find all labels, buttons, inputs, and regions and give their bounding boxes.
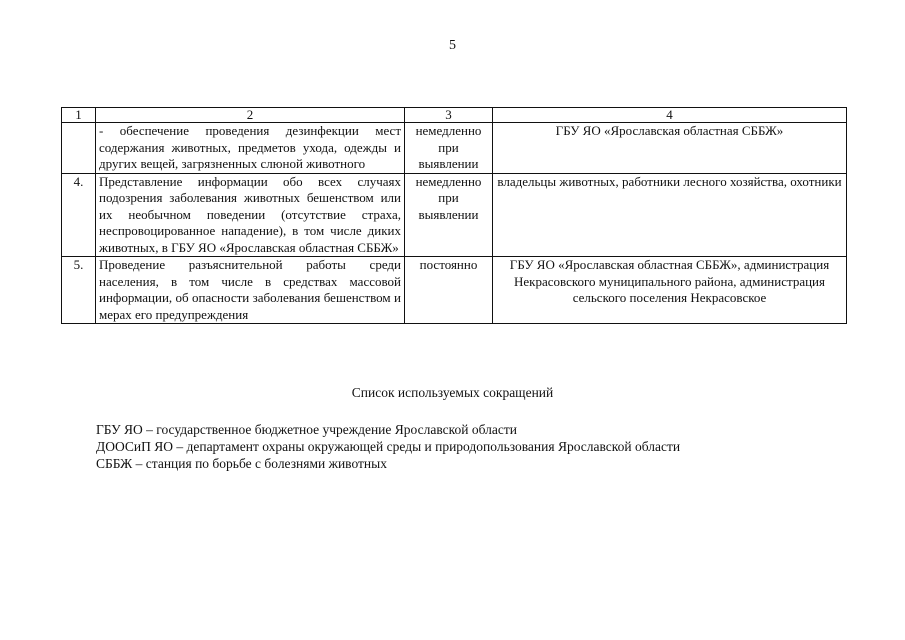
measure-description: - обеспечение проведения дезинфекции мест содержания животных, предметов ухода, одежды и других вещей, загрязненных слюной животного (96, 123, 405, 174)
table-header-row (62, 108, 847, 123)
row-number (62, 123, 96, 174)
measure-term: немедленно при выявлении (405, 173, 493, 257)
measure-description: Проведение разъяснительной работы среди населения, в том числе в средствах массовой информации, об опасности заболевания бешенством и мерах его предупреждения (96, 257, 405, 324)
measure-term: немедленно при выявлении (405, 123, 493, 174)
measure-responsible: владельцы животных, работники лесного хозяйства, охотники (493, 173, 847, 257)
abbreviations-title: Список используемых сокращений (351, 385, 554, 400)
row-number: 5. (62, 257, 96, 324)
abbreviations-list (96, 421, 680, 472)
measure-term: постоянно (405, 257, 493, 324)
table-row (62, 123, 847, 174)
measure-responsible: ГБУ ЯО «Ярославская областная СББЖ», администрация Некрасовского муниципального района, администрация сельского поселения Некрасовское (493, 257, 847, 324)
header-cell: 4 (493, 108, 847, 123)
header-cell: 3 (405, 108, 493, 123)
measure-description: Представление информации обо всех случаях подозрения заболевания животных бешенством или их необычном поведении (отсутствие страха, неспровоцированное нападение), в том числе диких животных, в ГБУ ЯО «Ярославская областная СББЖ» (96, 173, 405, 257)
table-row (62, 257, 847, 324)
measure-responsible: ГБУ ЯО «Ярославская областная СББЖ» (493, 123, 847, 174)
header-cell: 2 (96, 108, 405, 123)
row-number: 4. (62, 173, 96, 257)
measures-table (61, 107, 847, 324)
abbreviation-item: ГБУ ЯО – государственное бюджетное учреждение Ярославской области (96, 422, 517, 437)
header-cell: 1 (62, 108, 96, 123)
abbreviation-item: СББЖ – станция по борьбе с болезнями животных (96, 456, 387, 471)
abbreviation-item: ДООСиП ЯО – департамент охраны окружающей среды и природопользования Ярославской области (96, 439, 681, 454)
table-row (62, 173, 847, 257)
page-number: 5 (449, 38, 456, 53)
